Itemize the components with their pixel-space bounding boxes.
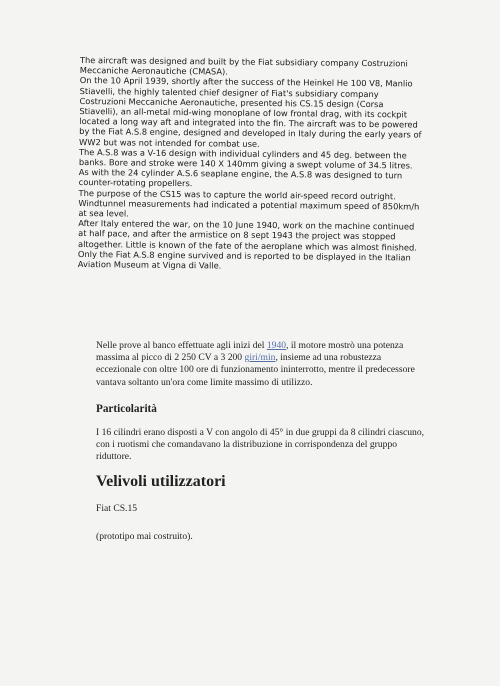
year-1940-link[interactable]: 1940	[266, 340, 287, 351]
en-paragraph-war: After Italy entered the war, on the 10 June 1940, work on the machine continued at half pace, and after the armistice on 8 sept 1943 the project was stopped altogether. Little is known of the fate of the aeroplane which was almost finished.	[77, 218, 417, 253]
it-paragraph-bench-tests	[96, 340, 426, 389]
en-paragraph-engine: The A.S.8 was a V-16 design with individual cylinders and 45 deg. between the banks. Bore and stroke were 140 X 140mm giving a swept volume of 34.5 litres. As with the 24 cylinder A.S.6 seaplane engine, the A.S.8 was designed to turn counter-rotating propellers.	[78, 146, 413, 189]
prototype-note: (prototipo mai costruito).	[96, 531, 193, 543]
it-text-segment: , il motore mostrò una potenza massima al picco di 2 250 CV a 3 200	[96, 340, 404, 364]
en-paragraph-design: On the 10 April 1939, shortly after the success of the Heinkel He 100 V8, Manlio Stiavelli, the highly talented chief designer of Fiat's subsidiary company Costruzioni Meccaniche Aeronautiche, presented his CS.15 design (Corsa Stiavelli), an all-metal mid-wing monoplane of low frontal drag, with its cockpit located a long way aft and integrated into the fin. The aircraft was to be powered by the Fiat A.S.8 engine, designed and developed in Italy during the early years of WW2 but was not intended for combat use.	[79, 75, 422, 149]
it-text-segment: Nelle prove al banco effettuate agli inizi del	[96, 340, 267, 351]
aircraft-name: Fiat CS.15	[96, 503, 138, 515]
en-paragraph-purpose: The purpose of the CS15 was to capture the world air-speed record outright. Windtunnel measurements had indicated a potential maximum speed of 850km/h at sea level.	[78, 187, 420, 219]
en-paragraph-cmasa: The aircraft was designed and built by the Fiat subsidiary company Costruzioni Meccaniche Aeronautiche (CMASA).	[79, 55, 408, 77]
it-text-segment: , insieme ad una robustezza eccezionale con oltre 100 ore di funzionamento ininterrotto, mentre il predecessore vantava soltanto un'ora come limite massimo di utilizzo.	[96, 352, 415, 388]
en-paragraph-museum: Only the Fiat A.S.8 engine survived and is reported to be displayed in the Italian Aviation Museum at Vigna di Valle.	[77, 248, 411, 271]
italian-text-block	[96, 340, 426, 559]
giri-min-link[interactable]: giri/min	[244, 352, 276, 364]
heading-particolarita: Particolarità	[96, 402, 157, 415]
it-paragraph-cylinders: I 16 cilindri erano disposti a V con angolo di 45° in due gruppi da 8 cilindri ciascuno, con i ruotismi che comandavano la distribuzione in corrispondenza del gruppo riduttore.	[96, 426, 425, 463]
english-text-block	[78, 55, 425, 273]
heading-velivoli-utilizzatori: Velivoli utilizzatori	[96, 473, 226, 491]
